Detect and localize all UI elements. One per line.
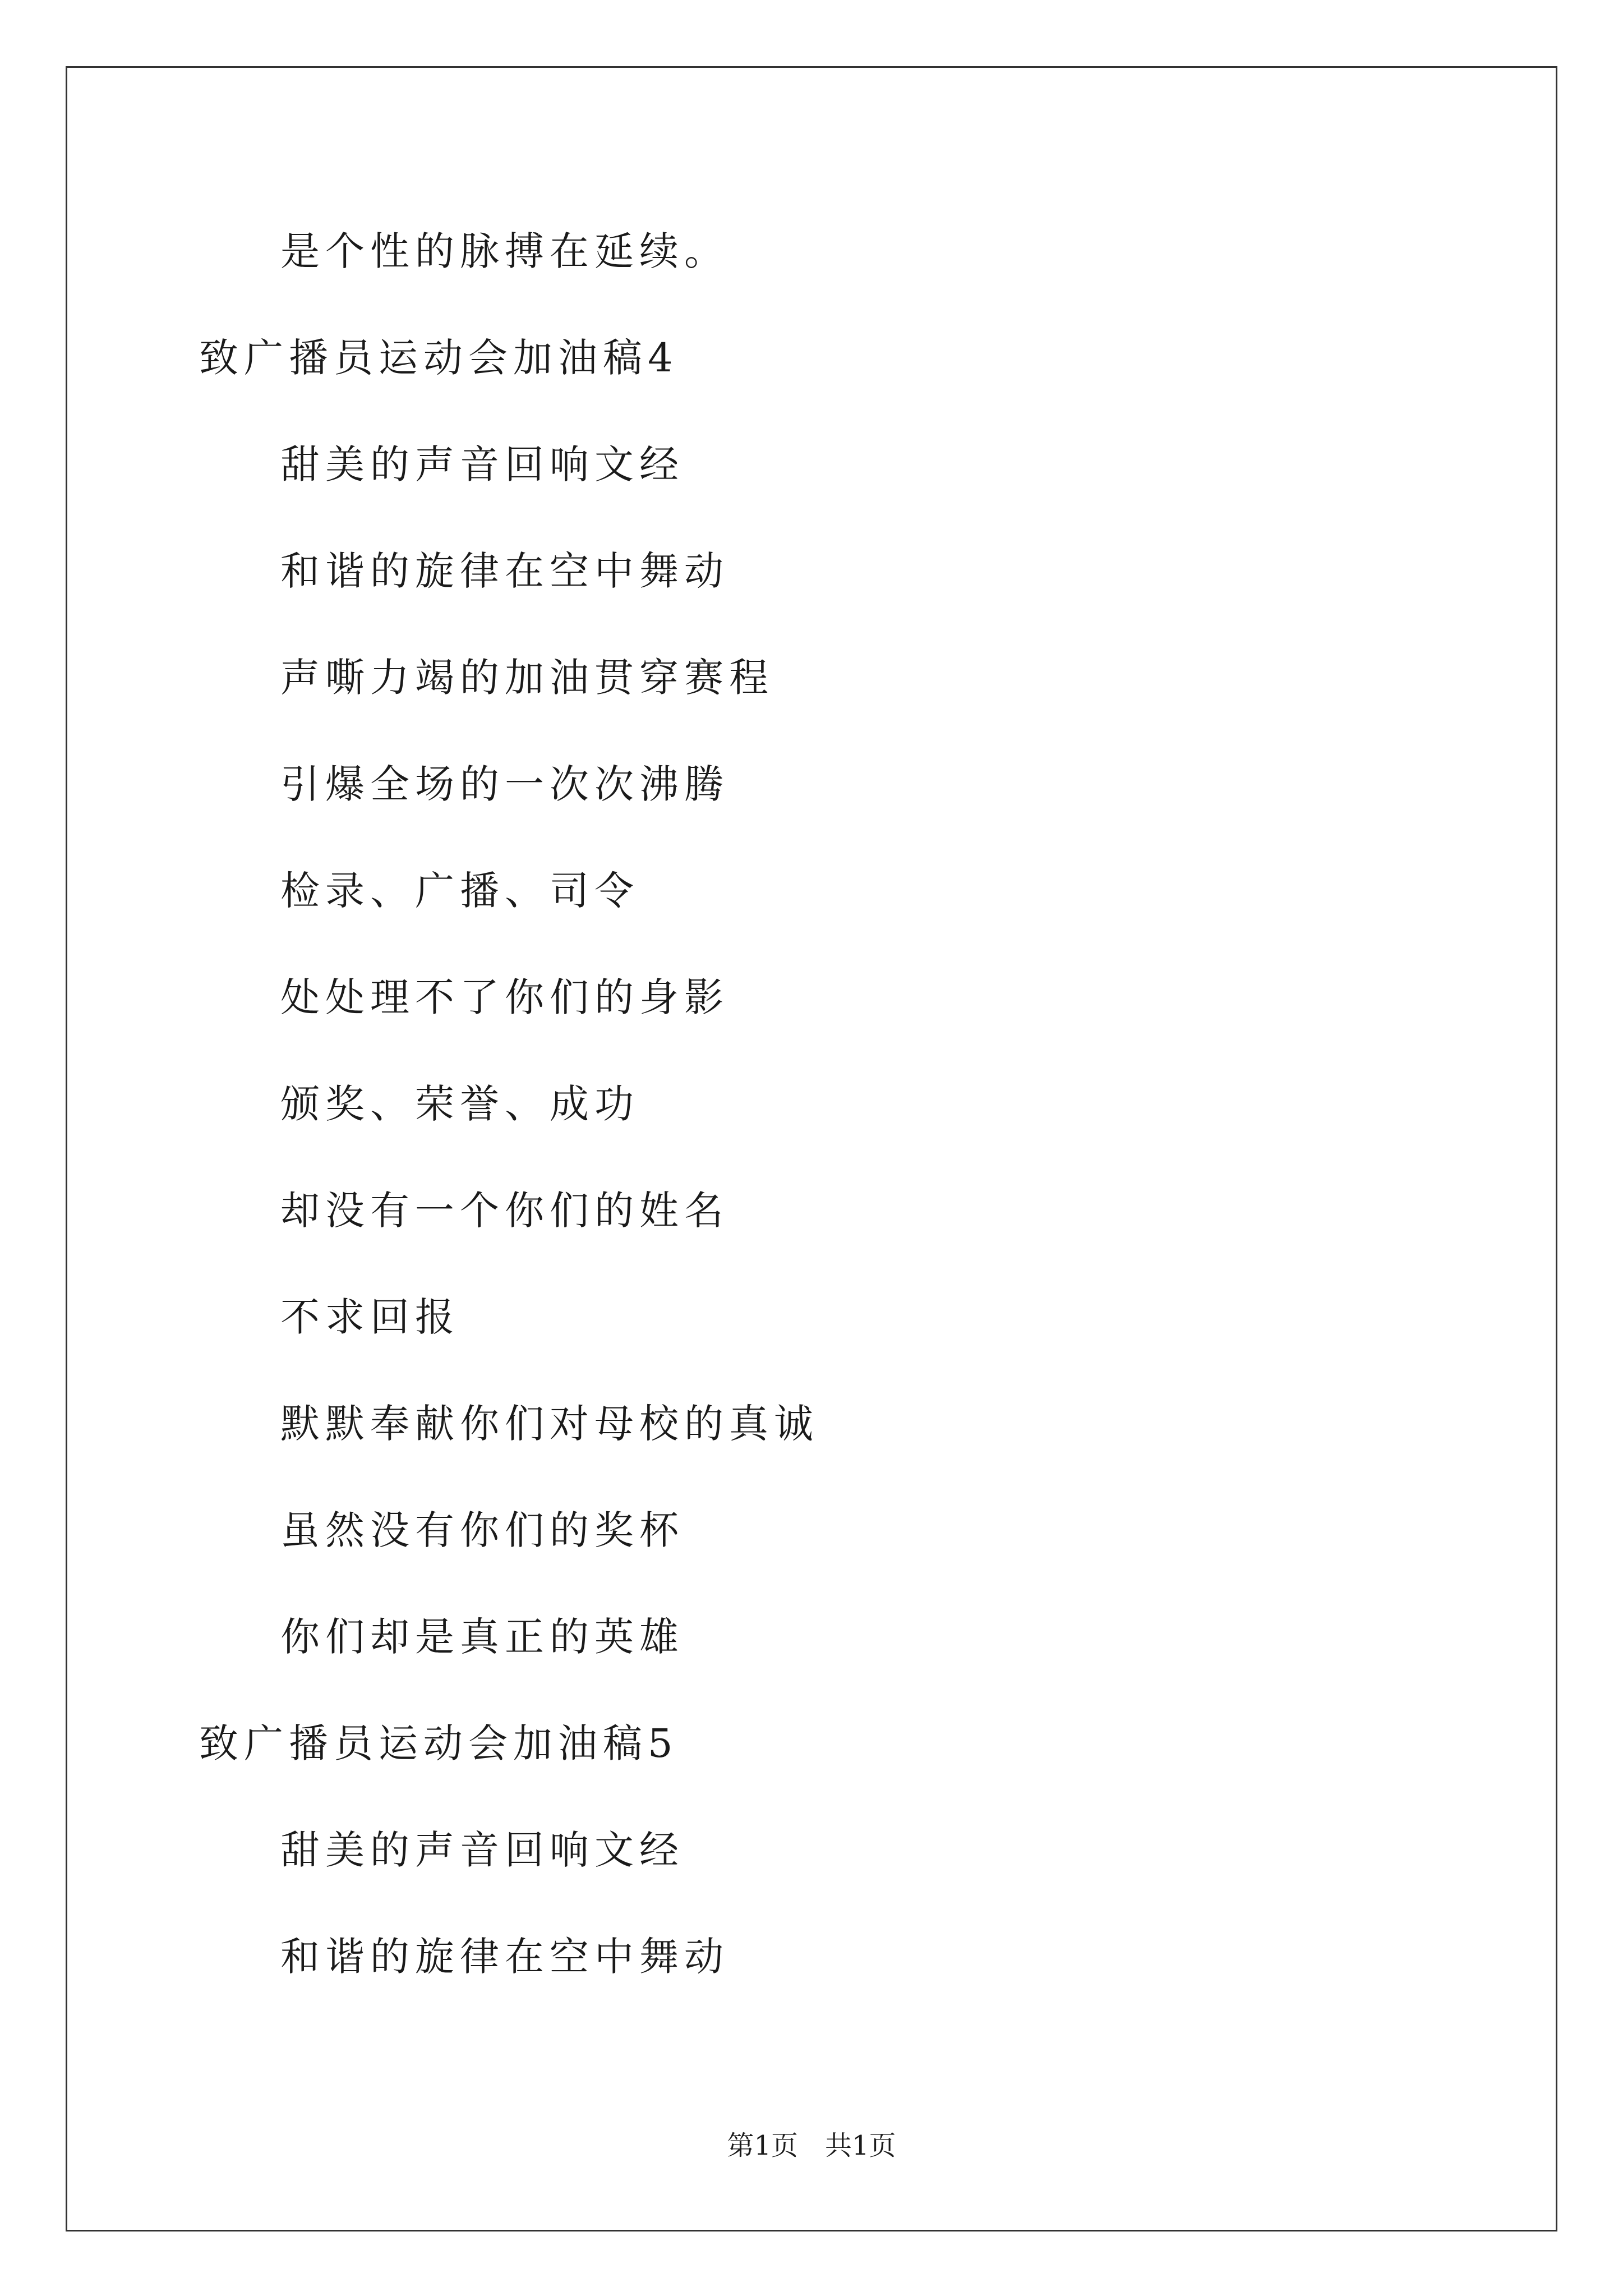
poem-line: 和谐的旋律在空中舞动 <box>280 548 729 594</box>
section-heading: 致广播员运动会加油稿5 <box>199 1720 679 1766</box>
poem-line: 引爆全场的一次次沸腾 <box>280 761 729 807</box>
poem-line: 颁奖、荣誉、成功 <box>280 1081 639 1127</box>
poem-line: 甜美的声音回响文经 <box>280 441 684 487</box>
poem-line: 不求回报 <box>280 1294 460 1340</box>
page-frame <box>66 66 1557 2231</box>
poem-line: 和谐的旋律在空中舞动 <box>280 1934 729 1980</box>
poem-line: 检录、广播、司令 <box>280 868 639 914</box>
page-number-footer: 第1页 共1页 <box>727 2130 896 2161</box>
poem-line: 虽然没有你们的奖杯 <box>280 1507 684 1553</box>
section-heading: 致广播员运动会加油稿4 <box>199 335 679 381</box>
poem-line: 你们却是真正的英雄 <box>280 1614 684 1660</box>
poem-line: 甜美的声音回响文经 <box>280 1827 684 1873</box>
poem-line: 处处理不了你们的身影 <box>280 974 729 1020</box>
poem-line: 却没有一个你们的姓名 <box>280 1188 729 1234</box>
poem-line: 声嘶力竭的加油贯穿赛程 <box>280 655 774 701</box>
poem-line: 默默奉献你们对母校的真诚 <box>280 1401 819 1447</box>
poem-line: 是个性的脉搏在延续。 <box>280 228 729 274</box>
